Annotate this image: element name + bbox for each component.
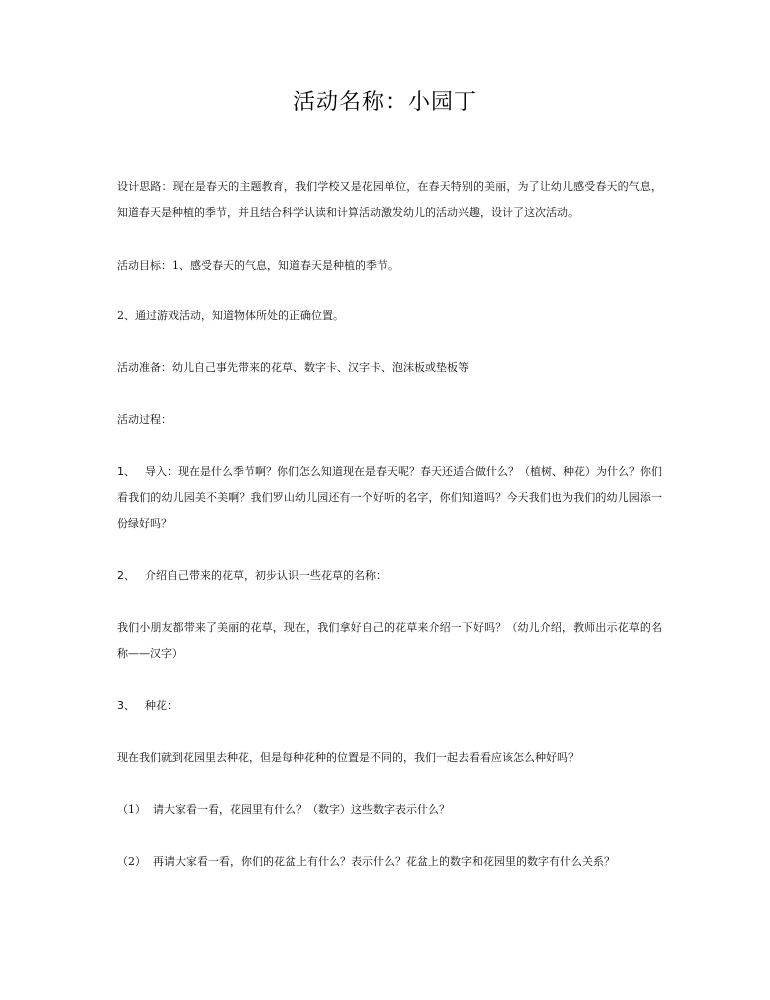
step-3-number: 3、 xyxy=(117,699,135,712)
goal-line-1 xyxy=(117,253,662,279)
sub-step-2-number: （2） xyxy=(117,855,146,868)
step-2-text: 介绍自己带来的花草，初步认识一些花草的名称： xyxy=(145,569,387,582)
sub-step-2 xyxy=(117,849,662,875)
sub-step-2-text: 再请大家看一看，你们的花盆上有什么？表示什么？花盆上的数字和花园里的数字有什么关系？ xyxy=(153,855,615,868)
goal-label: 活动目标： xyxy=(117,259,172,272)
step-2-paragraph xyxy=(117,563,662,589)
step-2-detail: 我们小朋友都带来了美丽的花草，现在，我们拿好自己的花草来介绍一下好吗？（幼儿介绍，教师出示花草的名称——汉字） xyxy=(117,621,662,660)
process-label: 活动过程： xyxy=(117,413,172,426)
step-1-text: 导入：现在是什么季节啊？你们怎么知道现在是春天呢？春天还适合做什么？（植树、种花）为什么？你们看我们的幼儿园美不美啊？我们罗山幼儿园还有一个好听的名字，你们知道吗？今天我们也为我们的幼儿园添一份绿好吗？ xyxy=(117,465,662,530)
design-idea-paragraph: 设计思路：现在是春天的主题教育，我们学校又是花园单位，在春天特别的美丽，为了让幼儿感受春天的气息，知道春天是种植的季节，并且结合科学认读和计算活动激发幼儿的活动兴趣，设计了这次活动。 xyxy=(117,180,662,219)
sub-step-1-text: 请大家看一看，花园里有什么？（数字）这些数字表示什么？ xyxy=(153,803,450,816)
step-3-text: 种花： xyxy=(145,699,178,712)
page-title: 活动名称：小园丁 xyxy=(292,90,477,115)
step-2-number: 2、 xyxy=(117,569,135,582)
preparation-paragraph: 活动准备：幼儿自己事先带来的花草、数字卡、汉字卡、泡沫板或垫板等 xyxy=(117,361,469,374)
goal-item-2: 2、通过游戏活动，知道物体所处的正确位置。 xyxy=(117,309,344,322)
step-3-detail: 现在我们就到花园里去种花，但是每种花种的位置是不同的，我们一起去看看应该怎么种好吗？ xyxy=(117,751,579,764)
sub-step-1-number: （1） xyxy=(117,803,146,816)
sub-step-1 xyxy=(117,797,662,823)
step-3-paragraph xyxy=(117,693,662,719)
goal-item-1: 1、感受春天的气息，知道春天是种植的季节。 xyxy=(172,259,399,272)
step-1-number: 1、 xyxy=(117,465,135,478)
step-1-paragraph xyxy=(117,459,662,537)
